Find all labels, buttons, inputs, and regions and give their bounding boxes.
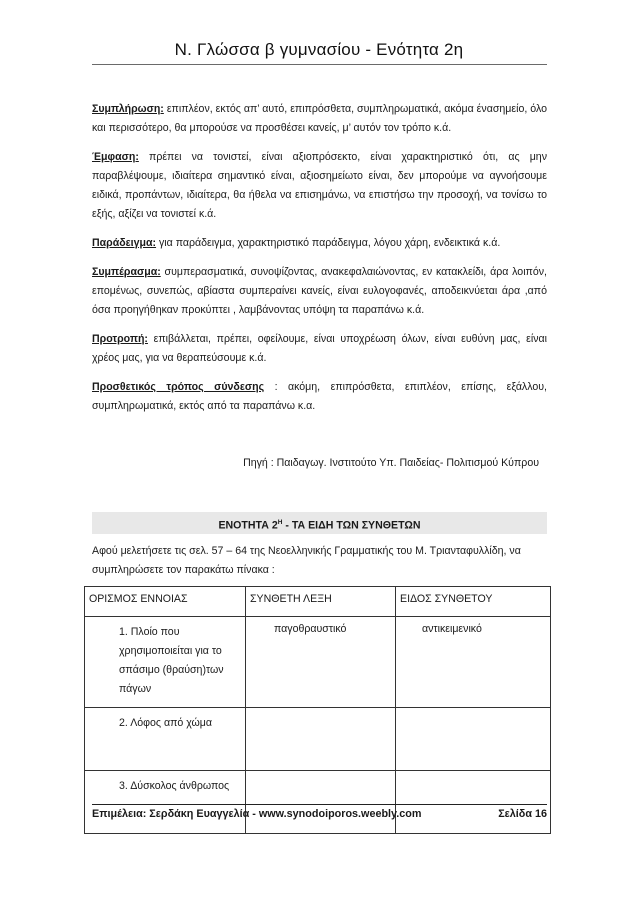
column-header: ΣΥΝΘΕΤΗ ΛΕΞΗ: [246, 587, 396, 617]
compound-word-cell[interactable]: [246, 771, 396, 834]
term-text: συμπερασματικά, συνοψίζοντας, ανακεφαλαιώνοντας, εν κατακλείδι, άρα λοιπόν, επομένως, συνεπώς, αβίαστα συμπεραίνει κανείς, είναι ευλογοφανές, αποδεικνύεται άρα ,από όσα προηγήθηκαν προκύπτει , λαμβάνοντας υπόψη τα παραπάνω κ.ά.: [92, 266, 547, 316]
term-label: Προσθετικός τρόπος σύνδεσης: [92, 381, 265, 393]
paragraph-additive: [92, 378, 547, 416]
header-divider: [92, 64, 547, 65]
term-text: για παράδειγμα, χαρακτηριστικό παράδειγμα, λόγου χάρη, ενδεικτικά κ.ά.: [156, 237, 501, 249]
table-row: [85, 771, 551, 834]
page-number: Σελίδα 16: [498, 808, 547, 820]
column-header: ΟΡΙΣΜΟΣ ΕΝΝΟΙΑΣ: [85, 587, 246, 617]
footer-divider: [92, 804, 547, 805]
table-row: [85, 617, 551, 708]
footer-credit: Επιμέλεια: Σερδάκη Ευαγγελία - www.synodoiporos.weebly.com: [92, 808, 422, 820]
term-label: Προτροπή:: [92, 333, 148, 345]
compounds-table: [84, 586, 551, 834]
term-text: : ακόμη, επιπρόσθετα, επιπλέον, επίσης, εξάλλου, συμπληρωματικά, εκτός από τα παραπάνω κ.α.: [92, 381, 547, 412]
term-text: πρέπει να τονιστεί, είναι αξιοπρόσεκτο, είναι χαρακτηριστικό ότι, ας μην παραβλέψουμε, ιδιαίτερα σημαντικό είναι, αξιοσημείωτο είναι, δεν μπορούμε να αγνοήσουμε ειδικά, προπάντων, ιδιαίτερα, θα ήθελα να επισημάνω, να επιστήσω την προσοχή, να τονίσω το εξής, αξίζει να τονιστεί κ.ά.: [92, 151, 547, 220]
table-row: [85, 708, 551, 771]
paragraph-example: [92, 234, 547, 253]
term-label: Παράδειγμα:: [92, 237, 157, 249]
unit-heading-sup: Η: [277, 519, 283, 526]
unit-heading: [92, 512, 547, 534]
connectors-list: [92, 100, 547, 473]
term-label: Έμφαση:: [92, 151, 139, 163]
page-header-title: Ν. Γλώσσα β γυμνασίου - Ενότητα 2η: [174, 40, 464, 59]
compound-type-cell[interactable]: [396, 708, 551, 771]
paragraph-conclusion: [92, 263, 547, 320]
unit-heading-suffix: - ΤΑ ΕΙΔΗ ΤΩΝ ΣΥΝΘΕΤΩΝ: [282, 519, 421, 532]
term-text: επιπλέον, εκτός απ’ αυτό, επιπρόσθετα, συμπληρωματικά, ακόμα ένασημείο, όλο και περισσότερο, θα μπορούσε να προσθέσει κανείς, μ’ αυτόν τον τρόπο κ.ά.: [92, 103, 547, 134]
paragraph-exhortation: [92, 330, 547, 368]
column-header: ΕΙΔΟΣ ΣΥΝΘΕΤΟΥ: [396, 587, 551, 617]
source-citation: Πηγή : Παιδαγωγ. Ινστιτούτο Υπ. Παιδείας- Πολιτισμού Κύπρου: [243, 457, 539, 469]
compound-type-cell[interactable]: αντικειμενικό: [396, 617, 551, 708]
paragraph-emphasis: [92, 148, 547, 224]
compound-word-cell[interactable]: [246, 708, 396, 771]
term-text: επιβάλλεται, πρέπει, οφείλουμε, είναι υποχρέωση όλων, είναι ευθύνη μας, είναι χρέος μας, για να θεραπεύσουμε κ.ά.: [92, 333, 547, 364]
unit-heading-prefix: ΕΝΟΤΗΤΑ 2: [218, 519, 278, 532]
table-header-row: [85, 587, 551, 617]
paragraph-completion: [92, 100, 547, 138]
concept-cell: 3. Δύσκολος άνθρωπος: [85, 771, 246, 834]
compound-word-cell[interactable]: παγοθραυστικό: [246, 617, 396, 708]
term-label: Συμπέρασμα:: [92, 266, 161, 278]
concept-cell: 2. Λόφος από χώμα: [85, 708, 246, 771]
exercise-instruction: Αφού μελετήσετε τις σελ. 57 – 64 της Νεοελληνικής Γραμματικής του Μ. Τριανταφυλλίδη, να συμπληρώσετε τον παρακάτω πίνακα :: [92, 545, 521, 576]
concept-cell: 1. Πλοίο που χρησιμοποιείται για το σπάσιμο (θραύση)των πάγων: [85, 617, 246, 708]
compound-type-cell[interactable]: [396, 771, 551, 834]
term-label: Συμπλήρωση:: [92, 103, 164, 115]
